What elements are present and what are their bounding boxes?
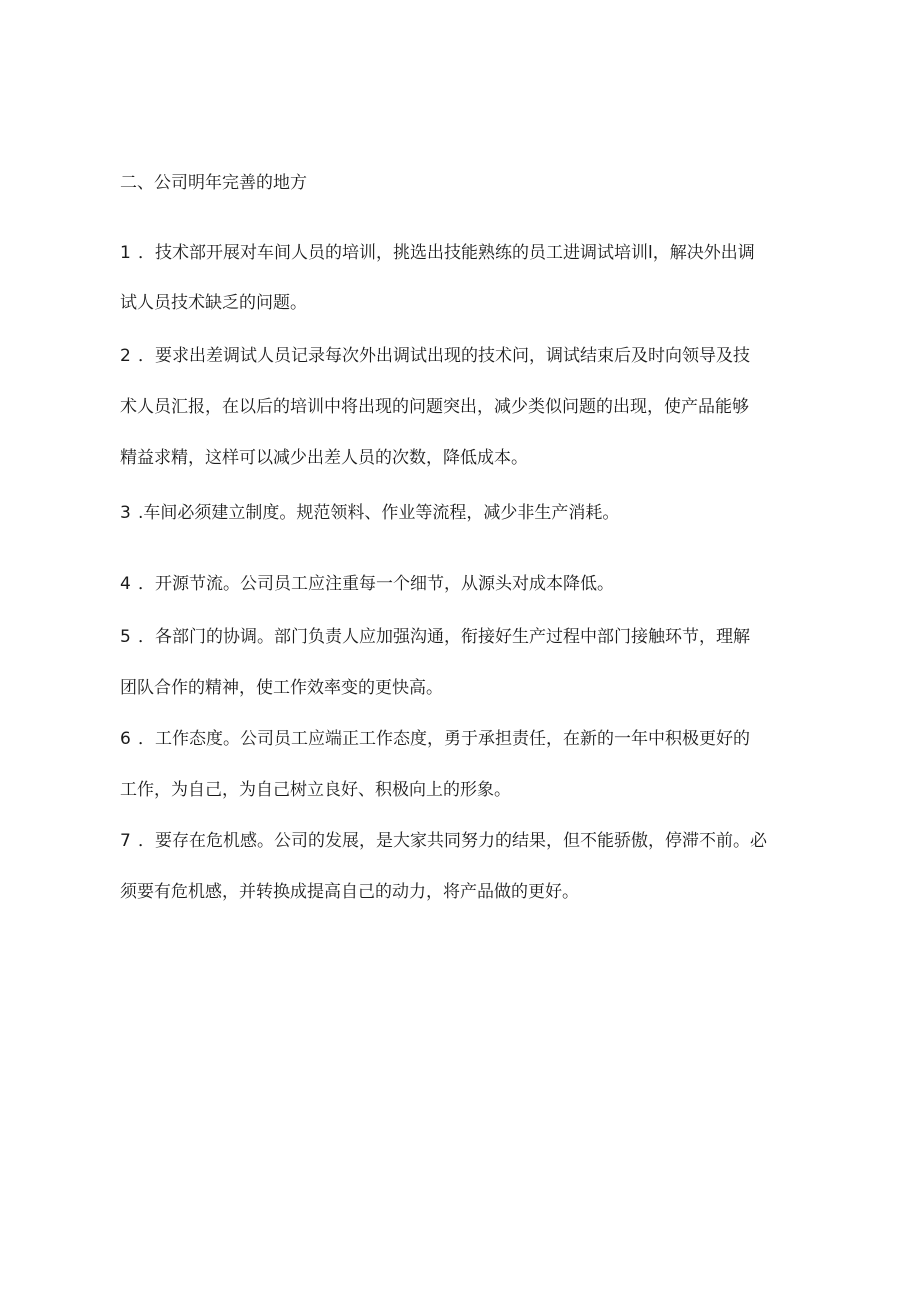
list-item-line: 4 ．开源节流。公司员工应注重每一个细节，从源头对成本降低。 xyxy=(120,571,810,597)
list-item xyxy=(120,500,810,526)
list-item-line: 3 .车间必须建立制度。规范领料、作业等流程，减少非生产消耗。 xyxy=(120,500,810,526)
list-item-line: 7 ．要存在危机感。公司的发展，是大家共同努力的结果，但不能骄傲，停滞不前。必 xyxy=(120,828,810,854)
list-item-line: 工作，为自己，为自己树立良好、积极向上的形象。 xyxy=(120,780,511,800)
item-number: 3 xyxy=(120,503,131,523)
item-number: 5 xyxy=(120,627,131,647)
list-item-line: 试人员技术缺乏的问题。 xyxy=(120,293,307,313)
list-item-line: 团队合作的精神，使工作效率变的更快高。 xyxy=(120,678,443,698)
list-item-line: 精益求精，这样可以减少出差人员的次数，降低成本。 xyxy=(120,448,528,468)
list-item-line: 1 ．技术部开展对车间人员的培训，挑选出技能熟练的员工进调试培训l，解决外出调 xyxy=(120,240,810,266)
item-number: 6 xyxy=(120,729,131,749)
list-item-line: 术人员汇报，在以后的培训中将出现的问题突出，减少类似问题的出现，使产品能够 xyxy=(120,397,749,417)
list-item xyxy=(120,828,810,905)
list-item xyxy=(120,624,810,701)
list-item xyxy=(120,571,810,597)
item-number: 1 xyxy=(120,243,131,263)
list-item xyxy=(120,240,810,316)
section-heading: 二、公司明年完善的地方 xyxy=(120,173,307,193)
list-item-line: 6 ．工作态度。公司员工应端正工作态度，勇于承担责任，在新的一年中积极更好的 xyxy=(120,726,810,752)
list-item-line: 须要有危机感，并转换成提高自己的动力，将产品做的更好。 xyxy=(120,882,579,902)
list-item-line: 5 ．各部门的协调。部门负责人应加强沟通，衔接好生产过程中部门接触环节，理解 xyxy=(120,624,810,650)
list-item xyxy=(120,726,810,803)
list-item-line: 2 ．要求出差调试人员记录每次外出调试出现的技术问，调试结束后及时向领导及技 xyxy=(120,343,810,369)
item-number: 4 xyxy=(120,574,131,594)
item-number: 7 xyxy=(120,831,131,851)
list-item xyxy=(120,343,810,471)
item-number: 2 xyxy=(120,346,131,366)
